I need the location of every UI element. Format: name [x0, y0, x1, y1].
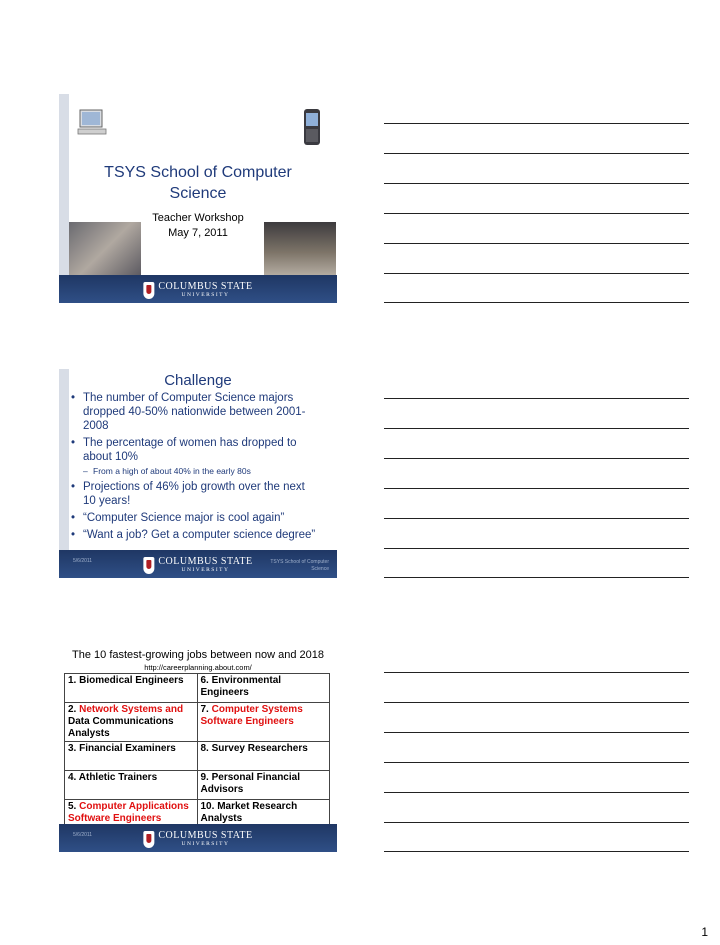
table-cell: 8. Survey Researchers — [197, 742, 330, 771]
note-line — [384, 518, 689, 519]
logo-subtext: UNIVERSITY — [181, 292, 230, 299]
table-row — [65, 674, 330, 703]
footer-date: 5/6/2011 — [73, 558, 93, 564]
footer-school: TSYS School of Computer Science — [270, 559, 329, 572]
note-line — [384, 302, 689, 303]
slide-title: TSYS School of Computer Science — [104, 164, 292, 202]
slide-footer — [59, 824, 337, 852]
university-logo — [143, 557, 252, 574]
university-logo — [143, 282, 252, 299]
table-row — [65, 742, 330, 771]
table-cell: 4. Athletic Trainers — [65, 771, 198, 800]
note-line — [384, 153, 689, 154]
note-line — [384, 123, 689, 124]
logo-subtext: UNIVERSITY — [181, 567, 230, 574]
shield-icon — [143, 557, 154, 574]
slide-title: Challenge — [164, 372, 232, 389]
table-row — [65, 703, 330, 742]
note-line — [384, 458, 689, 459]
table-cell: 5. Computer Applications Software Engineers — [65, 800, 198, 829]
table-cell: 3. Financial Examiners — [65, 742, 198, 771]
note-line — [384, 762, 689, 763]
slide-footer — [59, 550, 337, 578]
workshop-date: May 7, 2011 — [168, 227, 228, 239]
note-line — [384, 732, 689, 733]
phone-icon — [303, 108, 321, 146]
note-line — [384, 792, 689, 793]
note-line — [384, 398, 689, 399]
logo-subtext: UNIVERSITY — [181, 841, 230, 848]
bullet-item: • “Computer Science major is cool again” — [71, 511, 317, 525]
bullet-item: • The percentage of women has dropped to about 10% — [71, 436, 317, 464]
slide-1 — [59, 94, 337, 303]
note-line — [384, 488, 689, 489]
note-line — [384, 702, 689, 703]
bullet-list — [71, 391, 317, 545]
note-line — [384, 577, 689, 578]
slide-title: The 10 fastest-growing jobs between now and 2018 — [72, 649, 324, 661]
group-photo — [264, 222, 336, 277]
table-row — [65, 771, 330, 800]
logo-text: COLUMBUS STATE — [158, 281, 253, 293]
note-line — [384, 548, 689, 549]
classroom-photo — [69, 222, 141, 277]
source-url: http://careerplanning.about.com/ — [144, 663, 252, 672]
note-line — [384, 851, 689, 852]
logo-text: COLUMBUS STATE — [158, 556, 253, 568]
table-cell: 9. Personal Financial Advisors — [197, 771, 330, 800]
bullet-item: • Projections of 46% job growth over the next 10 years! — [71, 480, 317, 508]
table-cell: 1. Biomedical Engineers — [65, 674, 198, 703]
table-cell: 6. Environmental Engineers — [197, 674, 330, 703]
page-number: 1 — [701, 925, 708, 939]
workshop-name: Teacher Workshop — [152, 212, 244, 224]
note-line — [384, 183, 689, 184]
slide-accent-bar — [59, 94, 69, 303]
sub-bullet-item: – From a high of about 40% in the early 80s — [71, 466, 317, 477]
note-line — [384, 243, 689, 244]
note-line — [384, 273, 689, 274]
note-line — [384, 672, 689, 673]
university-logo — [143, 831, 252, 848]
note-line — [384, 822, 689, 823]
shield-icon — [143, 831, 154, 848]
jobs-table — [64, 673, 330, 829]
note-line — [384, 213, 689, 214]
table-cell: 10. Market Research Analysts — [197, 800, 330, 829]
slide-accent-bar — [59, 369, 69, 578]
bullet-item: • “Want a job? Get a computer science degree” — [71, 528, 317, 542]
note-line — [384, 428, 689, 429]
slide-2 — [59, 369, 337, 578]
footer-date: 5/6/2011 — [73, 832, 93, 838]
computer-icon — [77, 108, 109, 138]
slide-footer — [59, 275, 337, 303]
bullet-item: • The number of Computer Science majors dropped 40-50% nationwide between 2001-2008 — [71, 391, 317, 433]
table-cell: 2. Network Systems and Data Communications Analysts — [65, 703, 198, 742]
table-cell: 7. Computer Systems Software Engineers — [197, 703, 330, 742]
logo-text: COLUMBUS STATE — [158, 830, 253, 842]
shield-icon — [143, 282, 154, 299]
slide-3 — [59, 643, 337, 852]
